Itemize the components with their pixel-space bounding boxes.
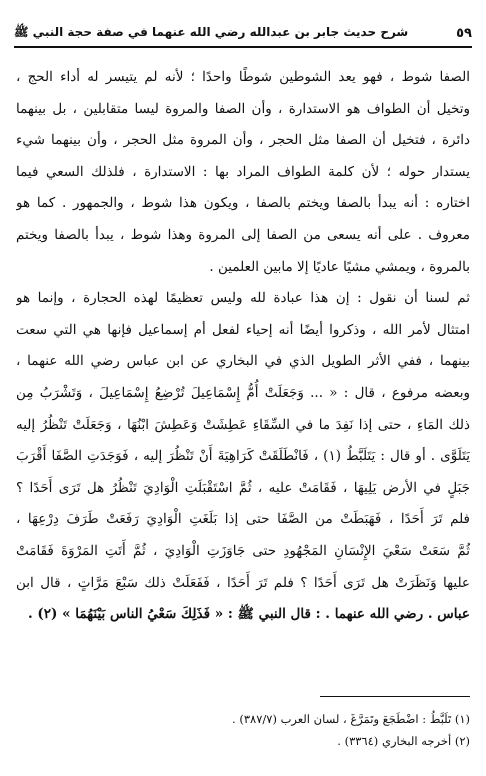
text-line: عباس . رضي الله عنهما . : قال النبي ﷺ : « فَذَلِكَ سَعْيُ الناس بَيْنَهُمَا » (٢) . (27, 606, 470, 623)
text-line: الصفا شوط ، فهو يعد الشوطين شوطًا واحدًا ؛ لأنه لم يتيسر له أداء الحج ، (16, 69, 470, 85)
text-line: ذلك المَاءِ ، حتى إذا نَفِدَ ما في السِّقَاءِ عَطِشَتْ وَعَطِشَ ابْنُهَا ، وَجَعَلَتْ تَنْظُرُ إليه (16, 416, 470, 433)
text-line: عليها وَنَظَرَتْ هل تَرَى أَحَدًا ؟ فلم تَرَ أَحَدًا ، فَفَعَلَتْ ذلك سَبْعَ مَرَّاتٍ ، قال ابن (16, 574, 470, 591)
text-line: بالمروة ، ويمشي مشيًا عاديًا إلا مابين العلمين . (209, 258, 470, 275)
footnote: (٢) أخرجه البخاري (٣٣٦٤) . (337, 734, 470, 748)
text-line: يستدار حوله ؛ لأن كلمة الطواف المراد بها : الاستدارة ، فلذلك السعي فيما (16, 163, 470, 180)
text-line: اختاره : أنه يبدأ بالصفا ويختم بالصفا ، ويكون هذا شوط ، والجمهور . كما هو (16, 195, 470, 212)
footnote: (١) تَلَبَّطُ : اضْطَجَعَ وتَمَرَّغَ ، لسان العرب (٣٨٧/٧) . (232, 712, 470, 726)
text-line: ثُمَّ سَعَتْ سَعْيَ الإِنْسَانِ المَجْهُودِ حتى جَاوَزَتِ الْوَادِيَ ، ثُمَّ أَتَتِ المَرْوَةَ فَقَامَتْ (16, 542, 470, 559)
header-title: شرح حديث جابر بن عبدالله رضي الله عنهما في صفة حجة النبي ﷺ (14, 24, 409, 39)
text-line: فلم تَرَ أَحَدًا ، فَهَبَطَتْ من الصَّفَا حتى إذا بَلَغَتِ الْوَادِيَ رَفَعَتْ طَرَفَ دِرْعِهَا ، (16, 511, 470, 528)
header-divider (14, 46, 472, 48)
main-text (16, 62, 470, 631)
running-header (14, 22, 472, 44)
footnote-divider (320, 696, 470, 697)
footnotes (16, 708, 470, 752)
text-line: يَتَلَوَّى . أو قال : يَتَلَبَّطُ (١) ، فَانْطَلَقَتْ كَرَاهِيَةَ أَنْ تَنْظُرَ إليه ، فَوَجَدَتِ الصَّفَا أَقْرَبَ (16, 448, 470, 465)
text-line: ثم لسنا أن نقول : إن هذا عبادة لله وليس تعظيمًا لهذه الحجارة ، وإنما هو (16, 290, 470, 307)
text-line: وتخيل أن الطواف هو الاستدارة ، وأن الصفا والمروة ليسا متقابلين ، بل بينهما (16, 100, 470, 117)
text-line: وبعضه مرفوع ، قال : « ... وَجَعَلَتْ أُمُّ إِسْمَاعِيلَ تُرْضِعُ إِسْمَاعِيلَ ، وَتَشْرَبُ مِن (16, 384, 470, 401)
text-line: امتثال لأمر الله ، وذكروا أيضًا أنه إحياء لفعل أم إسماعيل فإنها هي التي سعت (16, 321, 470, 338)
text-line: معروف . على أنه يسعى من الصفا إلى المروة وهذا شوط ، يبدأ بالصفا ويختم (16, 226, 470, 243)
page-number: ٥٩ (456, 25, 472, 41)
text-line: جَبَلٍ في الأرض يَلِيهَا ، فَقَامَتْ عليه ، ثُمَّ اسْتَقْبَلَتِ الْوَادِيَ تَنْظُرُ هل تَرَى أَحَدًا ؟ (16, 479, 470, 496)
text-line: بينهما ، ففي الأثر الطويل الذي في البخاري عن ابن عباس رضي الله عنهما ، (16, 353, 470, 370)
text-line: دائرة ، فتخيل أن الصفا مثل الحجر ، وأن المروة مثل الحجر ، وأن بينهما شيء (16, 132, 470, 149)
